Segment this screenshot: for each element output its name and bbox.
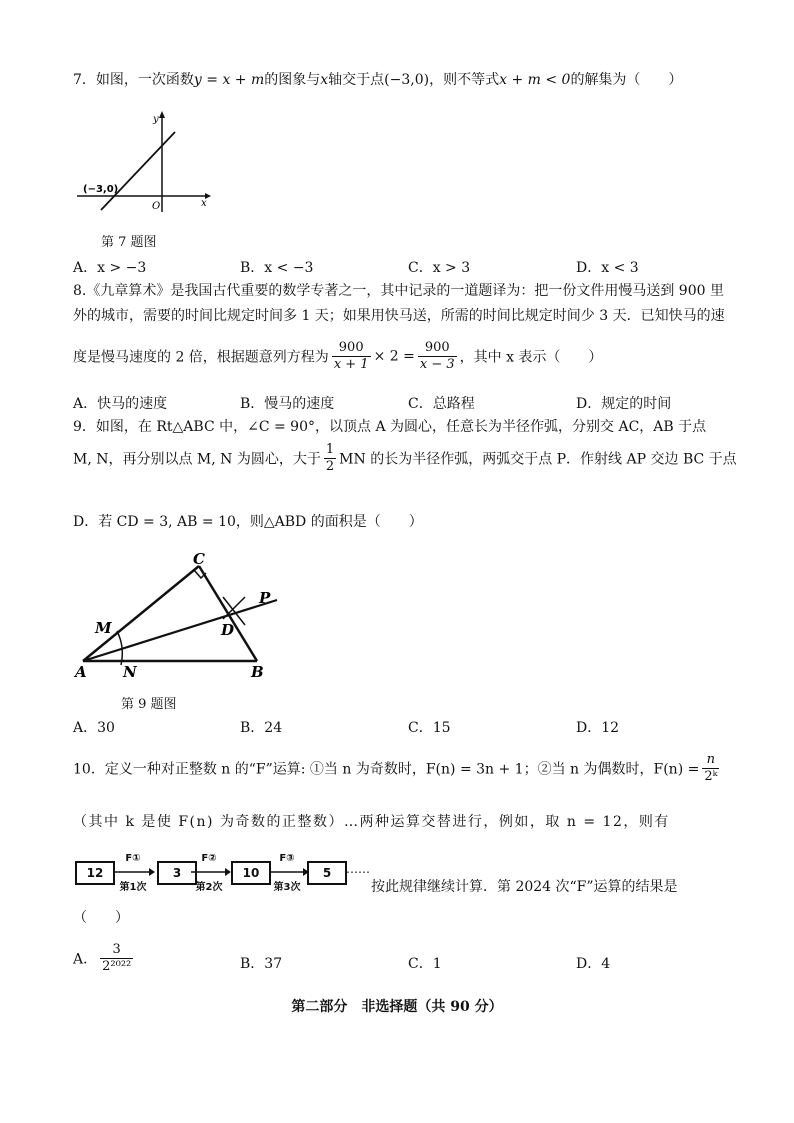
flow-step-3: 第3次 — [273, 882, 301, 893]
q7-stem: 7．如图，一次函数y = x + m的图象与x轴交于点(−3,0)，则不等式x + m < 0的解集为（ ） — [73, 72, 683, 88]
q10-line1: 10．定义一种对正整数 n 的“F”运算: ①当 n 为奇数时，F(n) = 3n + 1；②当 n 为偶数时，F(n) = $\frac{n}{\text{2ᵏ}}$ — [73, 752, 718, 784]
flow-op-3: F③ — [279, 853, 295, 864]
q8-line2: 外的城市，需要的时间比规定时间多 1 天；如果用快马送，所需的时间比规定时间少 3 天．已知快马的速 — [73, 308, 725, 324]
flow-box-2: 3 — [157, 861, 197, 885]
flow-ellipsis: …… — [346, 862, 370, 876]
q8-line1: 8.《九章算术》是我国古代重要的数学专著之一，其中记录的一道题译为：把一份文件用慢马送到 900 里 — [73, 283, 724, 299]
q8-fraction-1: $\frac{900}{x + 1}$ — [333, 340, 369, 372]
ray-ap — [83, 600, 277, 661]
label-p: P — [259, 589, 271, 607]
flow-box-1: 12 — [75, 861, 115, 885]
flow-arrow-3-icon — [269, 866, 309, 878]
q7-figure — [73, 108, 213, 216]
q9-figure — [73, 553, 288, 683]
y-label: y — [153, 114, 159, 125]
q8-option-b: B．慢马的速度 — [240, 396, 335, 412]
q10-option-c: C．1 — [408, 956, 442, 972]
label-m: M — [95, 619, 112, 637]
q8-fraction-2: $\frac{900}{x - 3}$ — [419, 340, 455, 372]
q10-line3: 按此规律继续计算．第 2024 次“F”运算的结果是 — [371, 879, 678, 895]
label-a: A — [75, 663, 87, 681]
q8-option-c: C．总路程 — [408, 396, 475, 412]
q7-option-c: C．x > 3 — [408, 260, 471, 276]
q7-option-b: B．x < −3 — [240, 260, 314, 276]
q10-line4: （ ） — [73, 910, 129, 926]
q9-line2: M, N，再分别以点 M, N 为圆心，大于 $\frac{1}{2}$ MN 的长为半径作弧，两弧交于点 P．作射线 AP 交边 BC 于点 — [73, 442, 737, 474]
q7-option-d: D．x < 3 — [576, 260, 639, 276]
flow-op-1: F① — [125, 853, 141, 864]
flow-step-2: 第2次 — [195, 882, 223, 893]
q9-option-d: D．12 — [576, 720, 620, 736]
q8-option-a: A．快马的速度 — [73, 396, 168, 412]
q9-option-a: A．30 — [73, 720, 115, 736]
q10-line2: （其中 k 是使 F(n) 为奇数的正整数）…两种运算交替进行，例如，取 n = 12，则有 — [73, 814, 670, 830]
point-label: (−3,0) — [83, 184, 119, 195]
x-label: x — [201, 198, 207, 209]
q10-option-d: D．4 — [576, 956, 611, 972]
q7-option-a: A．x > −3 — [73, 260, 147, 276]
q7-caption: 第 7 题图 — [101, 235, 157, 250]
q9-half-fraction: $\frac{1}{2}$ — [325, 442, 335, 474]
q9-option-c: C．15 — [408, 720, 451, 736]
side-ac — [83, 566, 199, 661]
q9-option-b: B．24 — [240, 720, 283, 736]
q10-fraction: $\frac{n}{\text{2ᵏ}}$ — [704, 752, 718, 784]
q10-option-b: B．37 — [240, 956, 283, 972]
label-n: N — [123, 663, 137, 681]
flow-op-2: F② — [201, 853, 217, 864]
q9-line3: D．若 CD = 3, AB = 10，则△ABD 的面积是（ ） — [73, 514, 423, 530]
label-d: D — [221, 621, 235, 639]
q8-line3: 度是慢马速度的 2 倍，根据题意列方程为 $\frac{900}{x + 1}$ × 2 = $\frac{900}{x - 3}$ ，其中 x 表示（ ） — [73, 340, 603, 372]
flow-step-1: 第1次 — [119, 882, 147, 893]
q9-caption: 第 9 题图 — [121, 697, 177, 712]
flow-box-3: 10 — [231, 861, 271, 885]
q8-option-d: D．规定的时间 — [576, 396, 672, 412]
q10-option-a-fraction: $\frac{3}{\text{2²⁰²²}}$ — [102, 942, 132, 974]
flow-arrow-1-icon — [115, 866, 155, 878]
label-c: C — [193, 553, 205, 568]
origin-label: O — [152, 201, 161, 212]
section-title: 第二部分 非选择题（共 90 分） — [291, 999, 503, 1015]
flow-box-4: 5 — [307, 861, 347, 885]
label-b: B — [251, 663, 264, 681]
q10-option-a: A． $\frac{3}{\text{2²⁰²²}}$ — [73, 942, 132, 974]
flow-arrow-2-icon — [191, 866, 231, 878]
q9-line1: 9．如图，在 Rt△ABC 中，∠C = 90°，以顶点 A 为圆心，任意长为半径作弧，分别交 AC，AB 于点 — [73, 419, 707, 435]
function-line — [101, 132, 175, 210]
